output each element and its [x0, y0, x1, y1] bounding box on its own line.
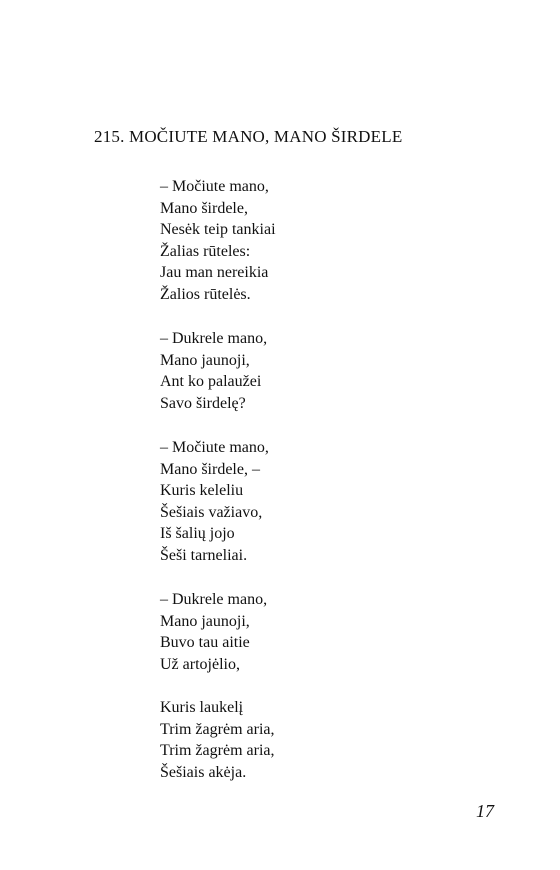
verse-line: Mano širdele, [160, 199, 248, 217]
verse-line: – Močiute mano, [160, 178, 269, 195]
verse-line: Kuris laukelį [160, 699, 244, 716]
poem-title: 215. MOČIUTE MANO, MANO ŠIRDELE [94, 127, 403, 146]
verse-line: Šeši tarneliai. [160, 546, 248, 564]
verse-line: Buvo tau aitie [160, 634, 250, 652]
verse-line: – Dukrele mano, [160, 330, 268, 347]
verse-line: Už artojėlio, [160, 655, 240, 673]
verse-line: Mano širdele, – [160, 460, 260, 478]
verse-line: Trim žagrėm aria, [160, 742, 275, 760]
verse-line: Savo širdelę? [160, 394, 246, 412]
verse-line: Iš šalių jojo [160, 525, 235, 543]
page-number: 17 [476, 801, 494, 821]
verse-line: – Močiute mano, [160, 439, 269, 456]
verse-line: Trim žagrėm aria, [160, 720, 275, 738]
verse-line: Nesėk teip tankiai [160, 221, 276, 239]
verse-line: Mano jaunoji, [160, 612, 250, 630]
verse-line: Žalias rūteles: [160, 242, 251, 260]
verse-line: Šešiais važiavo, [160, 503, 263, 521]
stanza-3 [160, 437, 269, 567]
verse-line: – Dukrele mano, [160, 591, 268, 608]
verse-line: Ant ko palaužei [160, 373, 262, 391]
stanza-4 [160, 589, 267, 675]
verse-line: Žalios rūtelės. [160, 285, 251, 303]
verse-line: Jau man nereikia [160, 264, 269, 282]
stanza-2 [160, 328, 267, 414]
verse-line: Mano jaunoji, [160, 351, 250, 369]
stanza-5 [160, 697, 274, 783]
verse-line: Šešiais akėja. [160, 763, 247, 781]
verse-line: Kuris keleliu [160, 482, 244, 500]
stanza-1 [160, 176, 276, 306]
